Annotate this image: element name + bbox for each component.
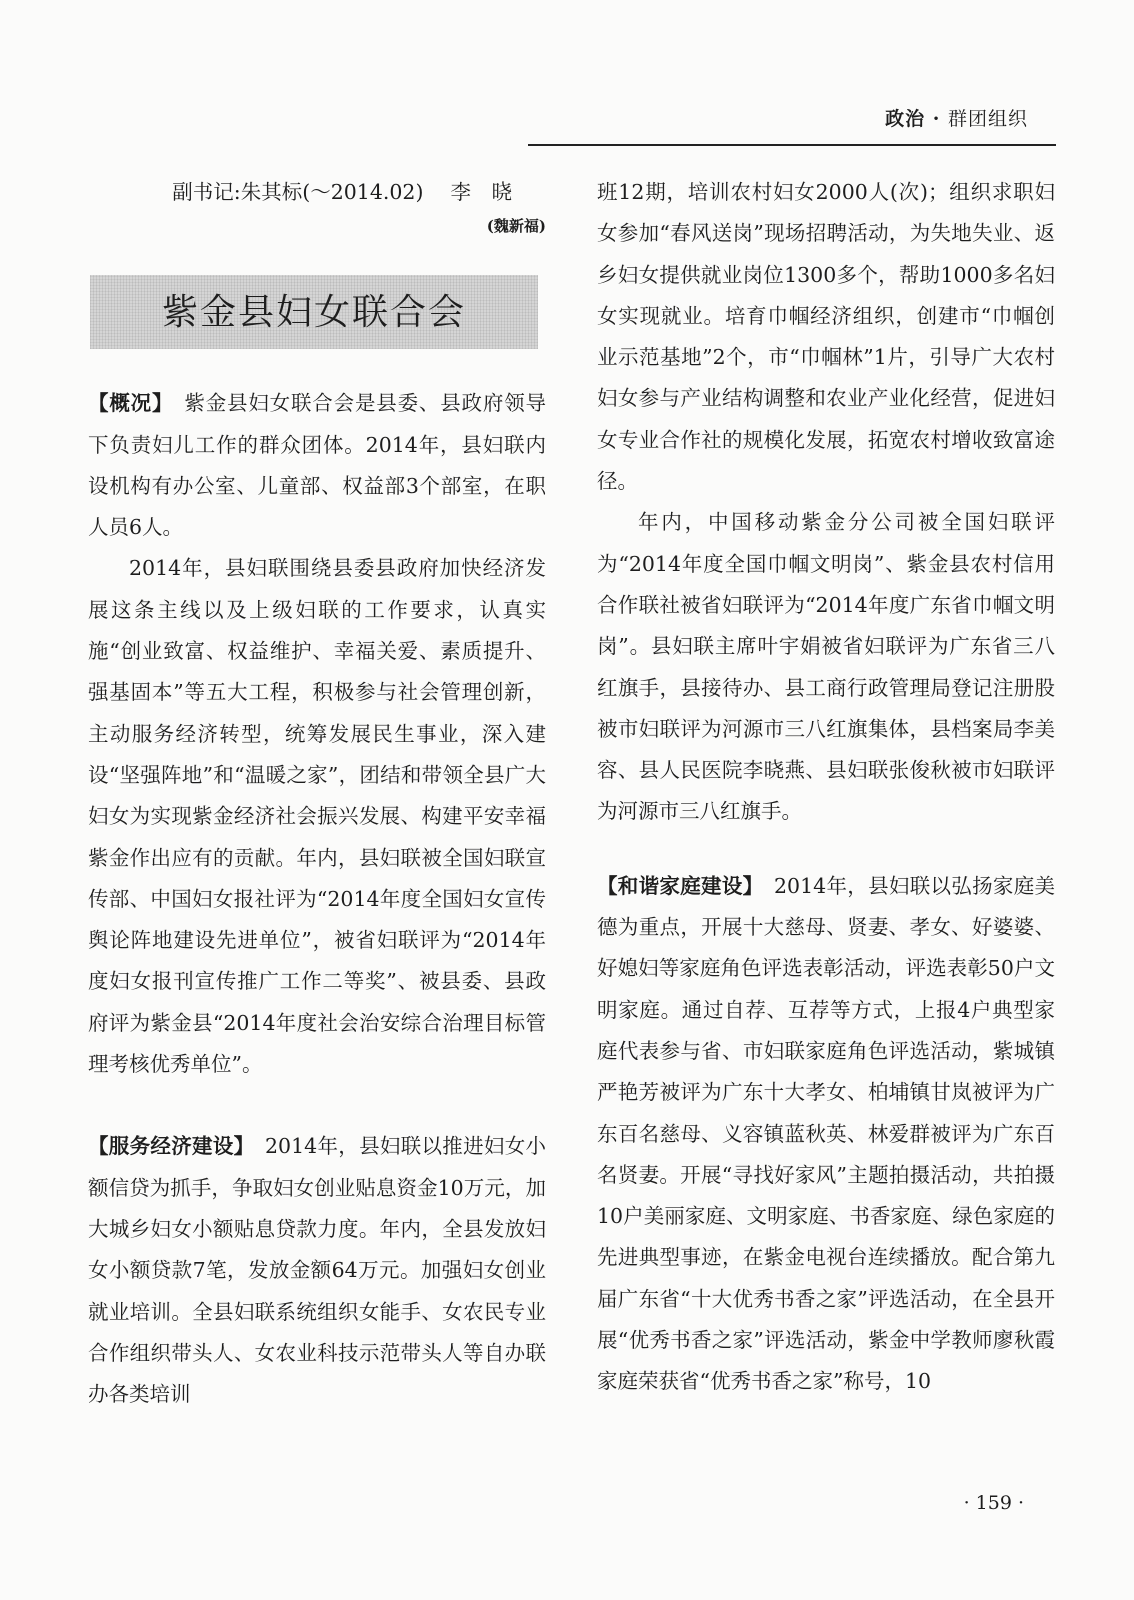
org-title-banner bbox=[90, 275, 538, 349]
economic-service-text: 2014年，县妇联以推进妇女小额信贷为抓手，争取妇女创业贴息资金10万元，加大城乡妇女小额贴息贷款力度。年内，全县发放妇女小额贷款7笔，发放金额64万元。加强妇女创业就业培训。全县妇联系统组织女能手、女农民专业合作组织带头人、女农业科技示范带头人等自办联办各类培训 bbox=[88, 1134, 547, 1407]
header-rule bbox=[528, 144, 1056, 146]
right-column bbox=[597, 172, 1055, 1403]
honors-paragraph: 年内，中国移动紫金分公司被全国妇联评为“2014年度全国巾帼文明岗”、紫金县农村信用合作联社被省妇联评为“2014年度广东省巾帼文明岗”。县妇联主席叶宇娟被省妇联评为广东省三八红旗手，县接待办、县工商行政管理局登记注册股被市妇联评为河源市三八红旗集体，县档案局李美容、县人民医院李晓燕、县妇联张俊秋被市妇联评为河源市三八红旗手。 bbox=[597, 510, 1055, 824]
page-number: · 159 · bbox=[963, 1492, 1024, 1514]
economic-service-continued: 班12期，培训农村妇女2000人(次)；组织求职妇女参加“春风送岗”现场招聘活动，为失地失业、返乡妇女提供就业岗位1300多个，帮助1000多名妇女实现就业。培育巾帼经济组织，创建市“巾帼创业示范基地”2个，市“巾帼林”1片，引导广大农村妇女参与产业结构调整和农业产业化经营，促进妇女专业合作社的规模化发展，拓宽农村增收致富途径。 bbox=[597, 180, 1055, 494]
family-building-paragraph bbox=[597, 866, 1055, 1403]
economic-service-tag: 【服务经济建设】 bbox=[88, 1134, 245, 1159]
family-building-text: 2014年，县妇联以弘扬家庭美德为重点，开展十大慈母、贤妻、孝女、好婆婆、好媳妇等家庭角色评选表彰活动，评选表彰50户文明家庭。通过自荐、互荐等方式，上报4户典型家庭代表参与省、市妇联家庭角色评选活动，紫城镇严艳芳被评为广东十大孝女、柏埔镇甘岚被评为广东百名慈母、义容镇蓝秋英、林爱群被评为广东百名贤妻。开展“寻找好家风”主题拍摄活动，共拍摄10户美丽家庭、文明家庭、书香家庭、绿色家庭的先进典型事迹，在紫金电视台连续播放。配合第九届广东省“十大优秀书香之家”评选活动，在全县开展“优秀书香之家”评选活动，紫金中学教师廖秋霞家庭荣获省“优秀书香之家”称号，10 bbox=[597, 873, 1056, 1394]
org-title: 紫金县妇女联合会 bbox=[161, 291, 466, 333]
left-column bbox=[88, 172, 546, 1415]
running-header bbox=[885, 104, 1028, 131]
overview-paragraph-2: 2014年，县妇联围绕县委县政府加快经济发展这条主线以及上级妇联的工作要求，认真实施“创业致富、权益维护、幸福关爱、素质提升、强基固本”等五大工程，积极参与社会管理创新，主动服务经济转型，统筹发展民生事业，深入建设“坚强阵地”和“温暖之家”，团结和带领全县广大妇女为实现紫金经济社会振兴发展、构建平安幸福紫金作出应有的贡献。年内，县妇联被全国妇联宣传部、中国妇女报社评为“2014年度全国妇女宣传舆论阵地建设先进单位”，被省妇联评为“2014年度妇女报刊宣传推广工作二等奖”、被县委、县政府评为紫金县“2014年度社会治安综合治理目标管理考核优秀单位”。 bbox=[88, 556, 546, 1077]
family-building-tag: 【和谐家庭建设】 bbox=[597, 873, 754, 898]
overview-paragraph bbox=[88, 383, 546, 548]
header-section: 政治 bbox=[885, 108, 926, 130]
deputy-secretary-line: 副书记:朱其标(～2014.02) 李 晓 bbox=[172, 180, 512, 204]
author-credit: (魏新福) bbox=[486, 217, 546, 236]
header-separator: · bbox=[932, 108, 941, 130]
economic-service-paragraph bbox=[88, 1126, 546, 1415]
overview-tag: 【概况】 bbox=[88, 391, 164, 416]
header-subsection: 群团组织 bbox=[947, 108, 1028, 130]
overview-text: 紫金县妇女联合会是县委、县政府领导下负责妇儿工作的群众团体。2014年，县妇联内设机构有办公室、儿童部、权益部3个部室，在职人员6人。 bbox=[88, 391, 547, 540]
